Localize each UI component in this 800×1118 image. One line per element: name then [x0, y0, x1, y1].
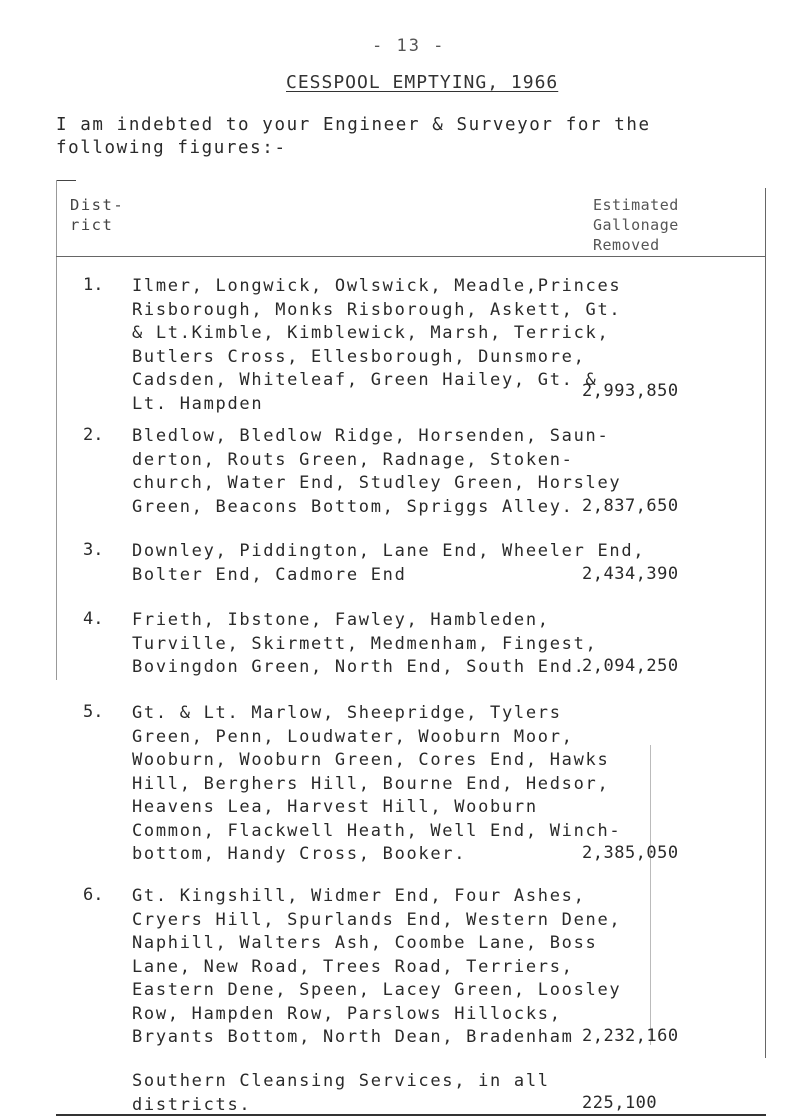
- header-gallonage: Estimated Gallonage Removed: [593, 196, 679, 254]
- intro-text: I am indebted to your Engineer & Surveyor for the following figures:-: [56, 115, 651, 158]
- row-gallonage: 2,094,250: [582, 656, 679, 676]
- row-number: 4.: [83, 609, 104, 629]
- table-top-rule: [56, 180, 76, 181]
- row-gallonage: 2,993,850: [582, 381, 679, 401]
- row-gallonage: 225,100: [582, 1093, 658, 1113]
- row-districts: Southern Cleansing Services, in all districts.: [132, 1071, 550, 1115]
- table-left-edge: [56, 180, 57, 680]
- row-districts: Gt. Kingshill, Widmer End, Four Ashes, Cryers Hill, Spurlands End, Western Dene, Naphill, Walters Ash, Coombe Lane, Boss Lane, New Road, Trees Road, Terriers, Eastern Dene, Speen, Lacey Green, Loosley Row, Hampden Row, Parslows Hillocks, Bryants Bottom, North Dean, Bradenham: [132, 886, 622, 1047]
- row-number: 3.: [83, 540, 104, 560]
- header-district: Dist- rict: [70, 196, 125, 234]
- row-number: 5.: [83, 702, 104, 722]
- row-districts: Gt. & Lt. Marlow, Sheepridge, Tylers Green, Penn, Loudwater, Wooburn Moor, Wooburn, Wooburn Green, Cores End, Hawks Hill, Berghers Hill, Bourne End, Hedsor, Heavens Lea, Harvest Hill, Wooburn Common, Flackwell Heath, Well End, Winch- bottom, Handy Cross, Booker.: [132, 703, 622, 864]
- total-rule: [56, 1114, 766, 1116]
- row-number: 2.: [83, 425, 104, 445]
- table-right-edge: [765, 188, 766, 1058]
- page-number: - 13 -: [372, 36, 446, 56]
- row-gallonage: 2,232,160: [582, 1026, 679, 1046]
- value-column-divider: [650, 745, 651, 1045]
- header-bottom-rule: [56, 256, 766, 257]
- row-districts: Frieth, Ibstone, Fawley, Hambleden, Turville, Skirmett, Medmenham, Fingest, Bovingdon Green, North End, South End.: [132, 610, 598, 677]
- row-districts: Downley, Piddington, Lane End, Wheeler End, Bolter End, Cadmore End: [132, 541, 646, 585]
- row-gallonage: 2,837,650: [582, 496, 679, 516]
- row-gallonage: 2,434,390: [582, 564, 679, 584]
- row-number: 1.: [83, 275, 104, 295]
- row-number: 6.: [83, 885, 104, 905]
- row-districts: Ilmer, Longwick, Owlswick, Meadle,Princes Risborough, Monks Risborough, Askett, Gt. & Lt.Kimble, Kimblewick, Marsh, Terrick, Butlers Cross, Ellesborough, Dunsmore, Cadsden, Whiteleaf, Green Hailey, Gt. & Lt. Hampden: [132, 276, 622, 414]
- page-title: CESSPOOL EMPTYING, 1966: [286, 72, 559, 93]
- row-gallonage: 2,385,050: [582, 843, 679, 863]
- row-districts: Bledlow, Bledlow Ridge, Horsenden, Saun- derton, Routs Green, Radnage, Stoken- church, Water End, Studley Green, Horsley Green, Beacons Bottom, Spriggs Alley.: [132, 426, 622, 517]
